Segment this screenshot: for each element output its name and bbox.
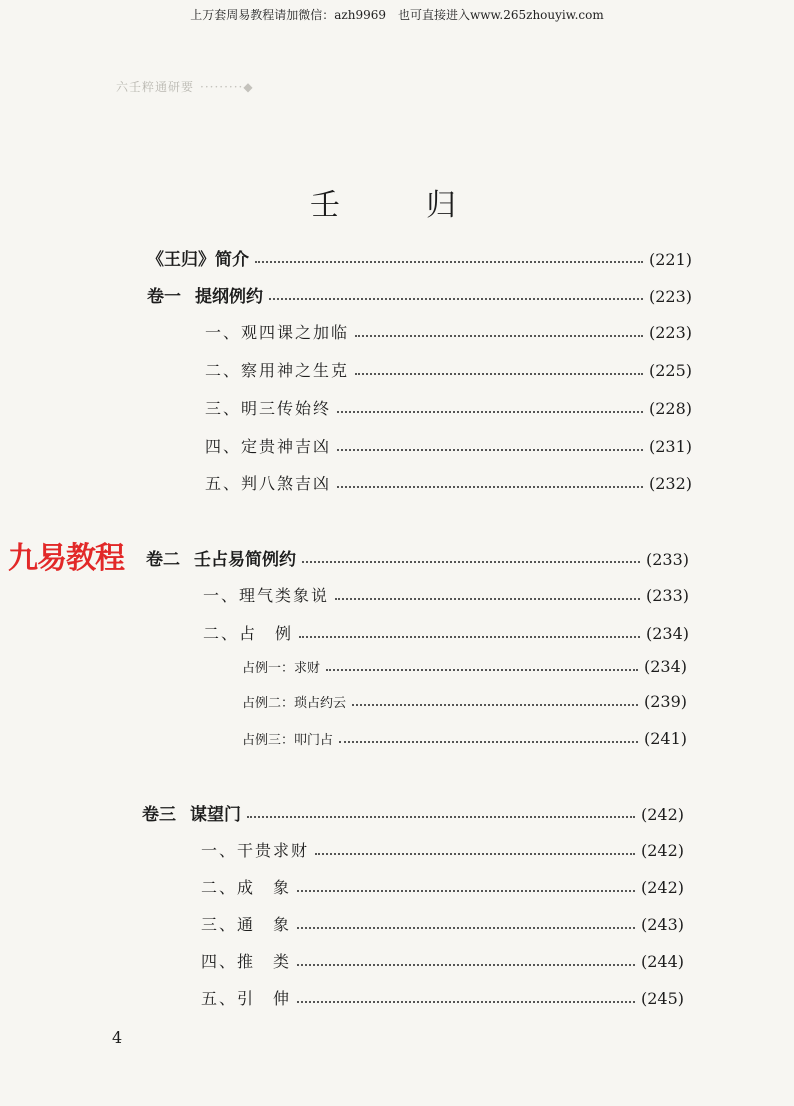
toc-label: 三、明三传始终 [205,399,332,418]
toc-page: (223) [648,323,692,342]
dot-leader [355,364,643,375]
toc-label: 占例一：求财 [242,661,321,676]
dot-leader [339,734,638,743]
dot-leader [297,992,635,1003]
toc-entry[interactable] [205,320,692,343]
dot-leader [299,627,640,638]
dot-leader [247,807,635,818]
toc-page: (233) [645,550,689,569]
dot-leader [269,289,643,300]
toc-entry-intro[interactable] [147,245,692,270]
toc-label: 《王归》简介 [147,250,249,270]
toc-page: (231) [648,437,692,456]
toc-page: (242) [640,878,684,897]
toc-label: 一、理气类象说 [203,586,330,605]
toc-page: (228) [648,399,692,418]
toc-page: (234) [643,657,687,676]
volume-title: 提纲例约 [195,287,263,307]
toc-entry-example[interactable] [242,692,687,711]
toc-entry-vol2[interactable] [146,545,689,570]
toc-label: 三、通 象 [201,915,292,934]
dot-leader [326,662,638,671]
toc-page: (232) [648,474,692,493]
toc-page: (221) [648,250,692,269]
dot-leader [337,477,643,488]
running-head [116,78,254,95]
toc-label: 四、定贵神吉凶 [205,437,332,456]
watermark: 九易教程 [8,541,124,576]
page-title: 壬 归 [310,188,484,223]
toc-label: 二、成 象 [201,878,292,897]
toc-entry[interactable] [205,471,692,494]
toc-label [147,282,263,307]
toc-page: (245) [640,989,684,1008]
toc-entry[interactable] [205,434,692,457]
toc-page: (223) [648,287,692,306]
toc-entry-vol3[interactable] [142,800,684,825]
dot-leader [302,552,640,563]
dot-leader [355,326,643,337]
toc-label: 二、察用神之生克 [205,361,350,380]
volume-number: 卷二 [146,550,180,570]
toc-entry[interactable] [203,583,689,606]
dot-leader [337,402,643,413]
dot-leader [337,440,643,451]
toc-label: 一、干贵求财 [201,841,310,860]
toc-label: 占例二：琐占约云 [242,696,347,711]
dot-leader [297,918,635,929]
toc-page: (239) [643,692,687,711]
toc-entry[interactable] [201,912,684,935]
toc-page: (225) [648,361,692,380]
volume-number: 卷一 [147,287,181,307]
toc-page: (244) [640,952,684,971]
toc-label: 五、引 伸 [201,989,292,1008]
toc-label: 四、推 类 [201,952,292,971]
toc-entry[interactable] [205,396,692,419]
toc-label: 五、判八煞吉凶 [205,474,332,493]
toc-label: 一、观四课之加临 [205,323,350,342]
volume-number: 卷三 [142,805,176,825]
running-head-text: 六壬粹通研要 [116,80,195,94]
toc-entry[interactable] [201,949,684,972]
dot-leader [352,697,638,706]
running-head-ornament: ·········◆ [200,80,254,94]
toc-page: (242) [640,841,684,860]
toc-page: (233) [645,586,689,605]
toc-entry[interactable] [203,621,689,644]
toc-entry[interactable] [205,358,692,381]
page-number: 4 [112,1028,123,1047]
dot-leader [255,252,643,263]
toc-entry-vol1[interactable] [147,282,692,307]
toc-page: (243) [640,915,684,934]
dot-leader [315,844,635,855]
toc-label [146,545,296,570]
toc-entry-example[interactable] [242,729,687,748]
dot-leader [297,881,635,892]
toc-label: 占例三：叩门占 [242,733,334,748]
volume-title: 壬占易简例约 [194,550,296,570]
dot-leader [335,589,640,600]
header-banner: 上万套周易教程请加微信：azh9969 也可直接进入www.265zhouyiw.com [190,8,604,22]
volume-title: 谋望门 [190,805,241,825]
toc-page: (234) [645,624,689,643]
toc-entry[interactable] [201,986,684,1009]
dot-leader [297,955,635,966]
toc-label: 二、占 例 [203,624,294,643]
toc-entry-example[interactable] [242,657,687,676]
toc-page: (242) [640,805,684,824]
toc-page: (241) [643,729,687,748]
toc-label [142,800,241,825]
toc-entry[interactable] [201,875,684,898]
toc-entry[interactable] [201,838,684,861]
